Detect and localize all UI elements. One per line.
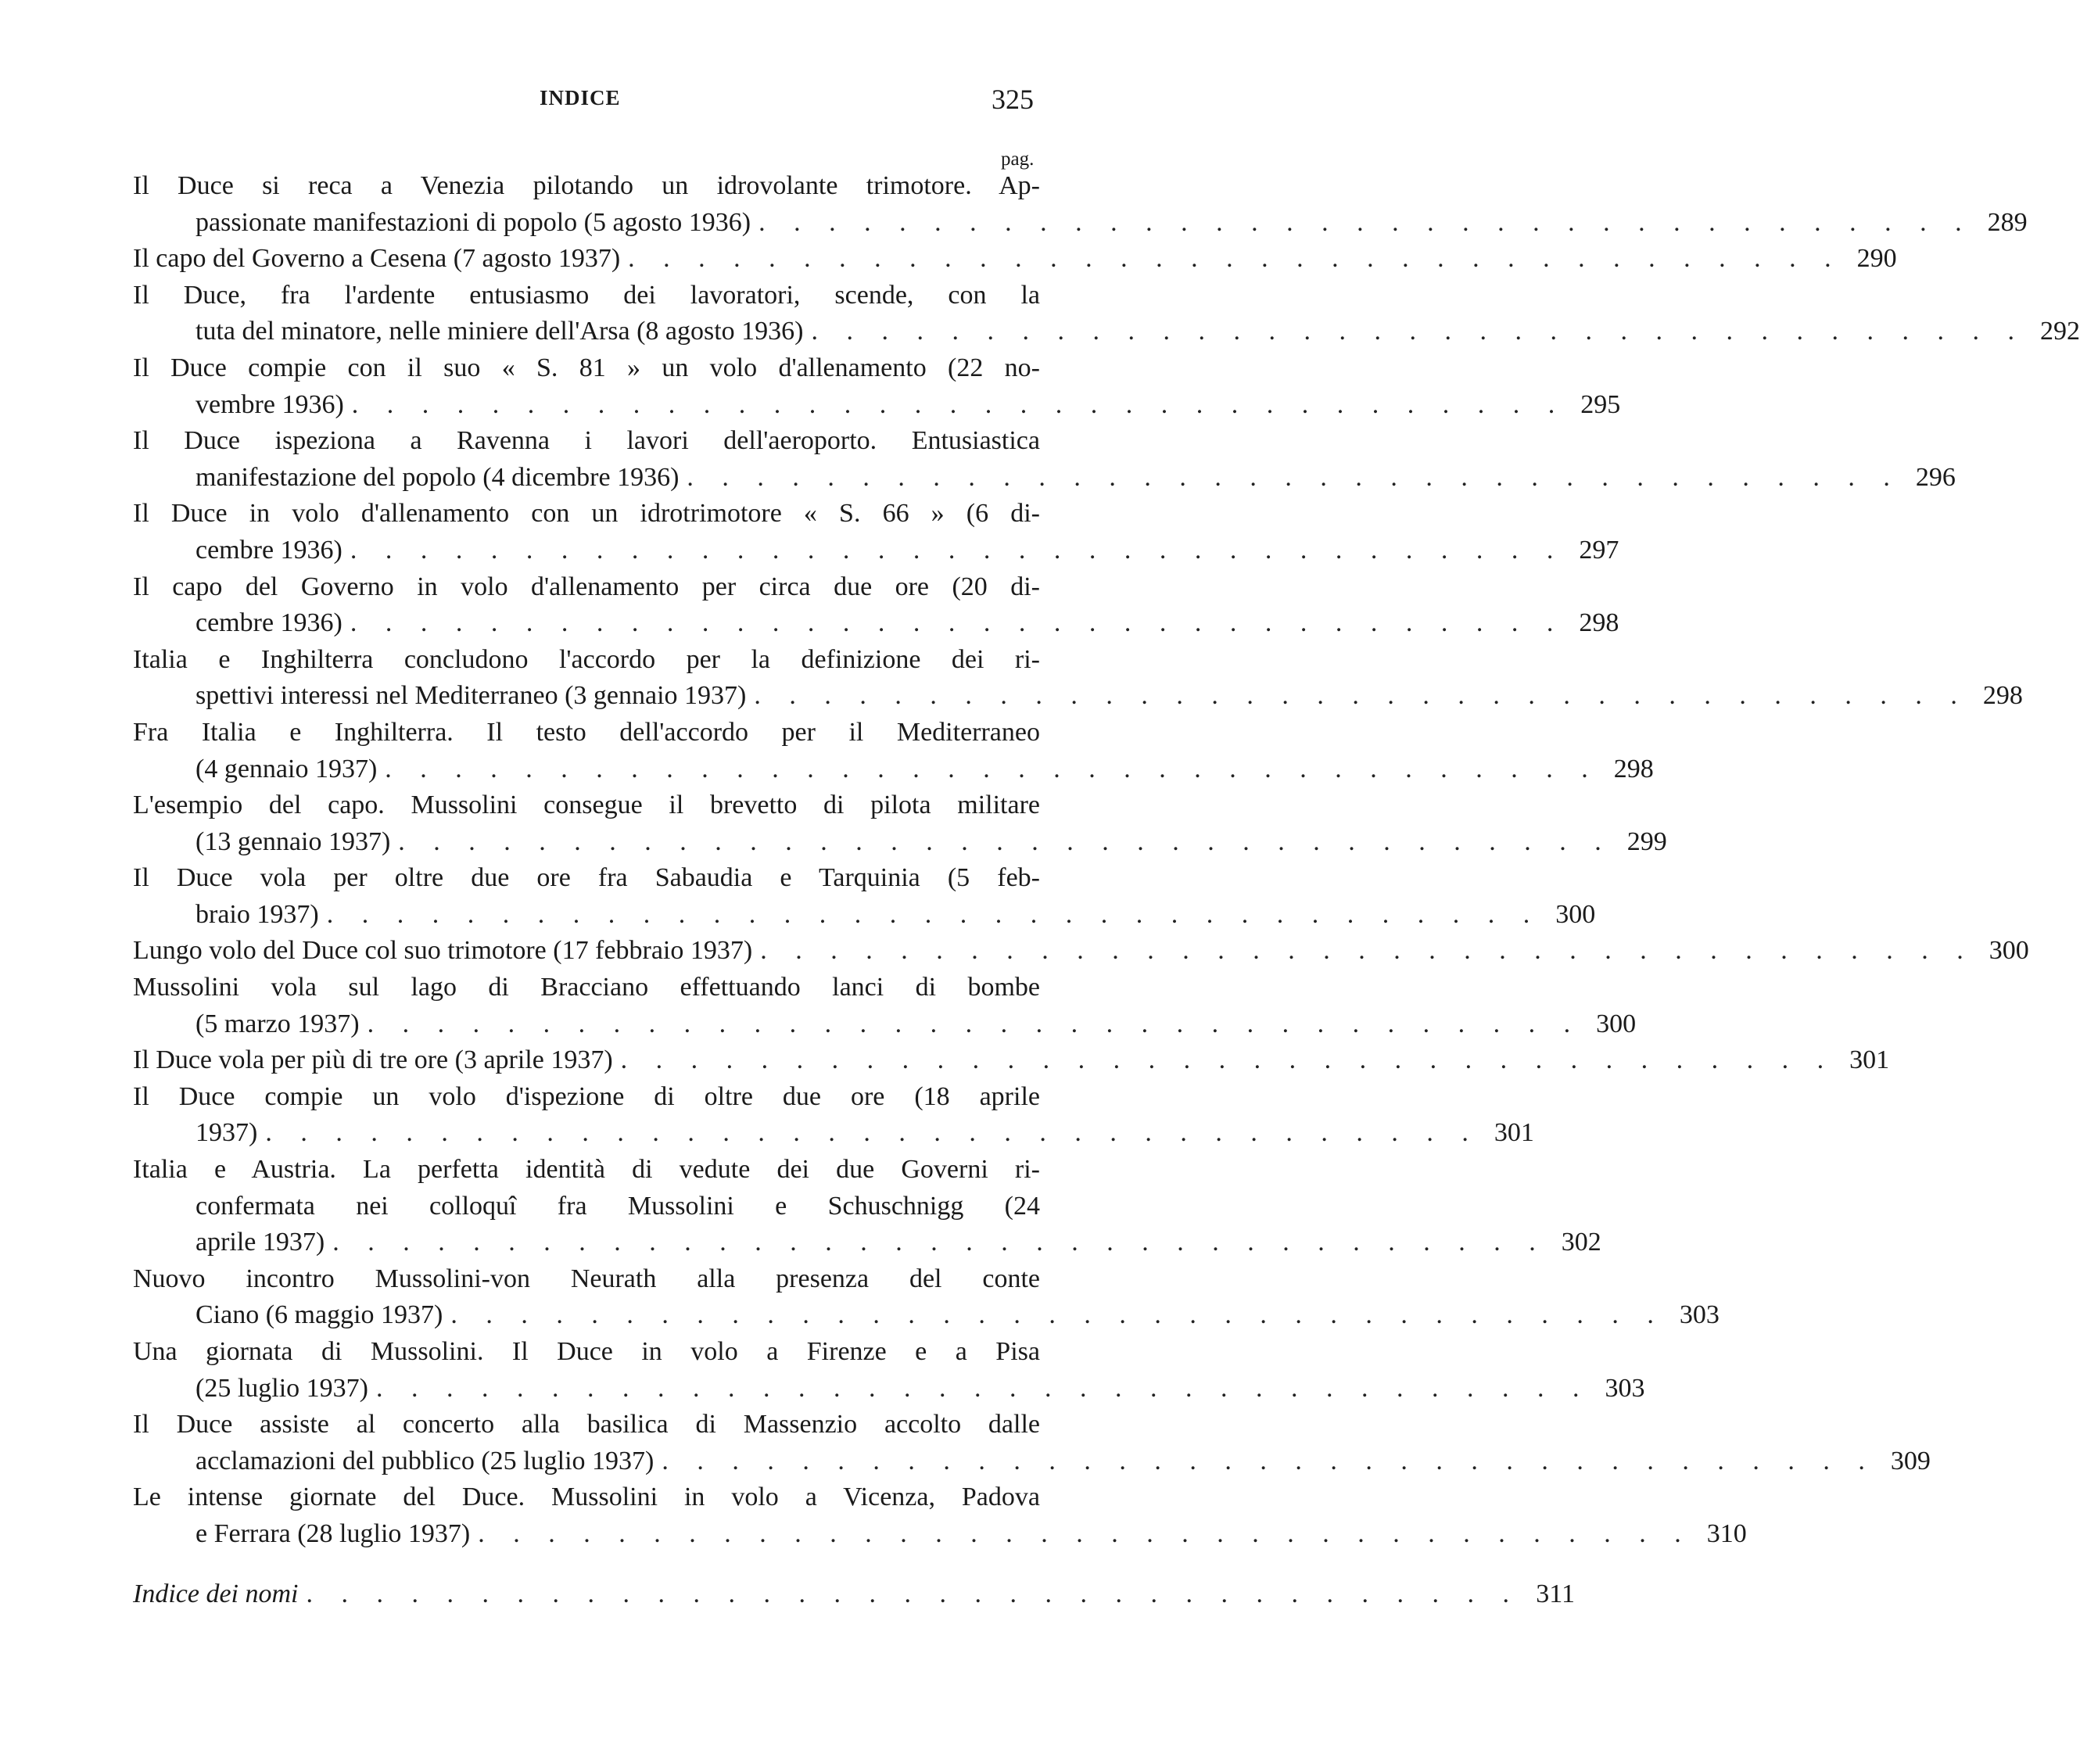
toc-entry-line <box>133 1152 1040 1189</box>
toc-entry-last-line <box>133 1576 1575 1613</box>
toc-entry-text: Italia e Inghilterra concludono l'accordo per la definizione dei ri- <box>133 644 1040 674</box>
dot-leader: . . . . . . . . . . . . . . . . . . . . . . . . . . . . . . . . . . . <box>760 936 1974 966</box>
toc-entry-text: Il Duce compie un volo d'ispezione di oltre due ore (18 aprile <box>133 1081 1040 1111</box>
toc-entry-text: passionate manifestazioni di popolo (5 agosto 1936) <box>195 207 751 237</box>
toc-entry <box>133 642 2023 715</box>
toc-entry-line <box>133 642 1040 679</box>
toc-entry-last-line <box>133 1443 1931 1480</box>
toc-entry-text: (13 gennaio 1937) <box>195 826 391 856</box>
dot-leader: . . . . . . . . . . . . . . . . . . . . . . . . . . . . . . . . . . . <box>351 389 1566 419</box>
toc-entry-text: Le intense giornate del Duce. Mussolini in volo a Vicenza, Padova <box>133 1483 1040 1512</box>
dot-leader: . . . . . . . . . . . . . . . . . . . . . . . . . . . . . . . . . . . <box>367 1009 1582 1038</box>
toc-entry-last-line <box>133 605 1619 642</box>
toc-entry-line <box>133 1189 1040 1225</box>
toc-entry-text: confermata nei colloquî fra Mussolini e Schuschnigg (24 <box>195 1191 1040 1221</box>
toc-entry-last-line <box>133 1371 1645 1407</box>
dot-leader: . . . . . . . . . . . . . . . . . . . . . . . . . . . . . . . . . . . <box>326 899 1541 929</box>
toc-entry-text: Il capo del Governo in volo d'allenamento per circa due ore (20 di- <box>133 572 1040 601</box>
toc-entry-line <box>133 278 1040 314</box>
toc-entry <box>133 1152 1601 1261</box>
toc-page-number: 292 <box>2040 317 2080 346</box>
toc-entry-text: manifestazione del popolo (4 dicembre 1936) <box>195 462 680 492</box>
toc-entry <box>133 423 1956 496</box>
toc-page-number: 295 <box>1580 389 1621 419</box>
names-index-entry <box>133 1576 1575 1613</box>
dot-leader: . . . . . . . . . . . . . . . . . . . . . . . . . . . . . . . . . . . <box>398 826 1612 856</box>
toc-page-number: 303 <box>1605 1373 1645 1403</box>
dot-leader: . . . . . . . . . . . . . . . . . . . . . . . . . . . . . . . . . . . <box>662 1446 1876 1475</box>
toc-entry-line <box>133 1079 1040 1116</box>
toc-page-number: 299 <box>1626 826 1667 856</box>
toc-entry-last-line <box>133 241 1897 278</box>
toc-entry-text: spettivi interessi nel Mediterraneo (3 gennaio 1937) <box>195 681 747 711</box>
toc-entry-text: braio 1937) <box>195 899 319 929</box>
toc-entry <box>133 1407 1931 1479</box>
toc-entry <box>133 350 1621 423</box>
toc-entry-text: Il Duce compie con il suo « S. 81 » un volo d'allenamento (22 no- <box>133 353 1040 382</box>
toc-entry <box>133 241 1897 278</box>
toc-page-number: 301 <box>1849 1045 1890 1075</box>
toc-entry-text: cembre 1936) <box>195 535 342 565</box>
toc-entry-text: 1937) <box>195 1118 258 1148</box>
toc-entry-last-line <box>133 387 1621 424</box>
toc-entry-line <box>133 496 1040 532</box>
toc-entry <box>133 569 1619 642</box>
toc-page-number: 298 <box>1579 608 1619 638</box>
toc-entry-last-line <box>133 1115 1534 1152</box>
toc-entry-line <box>133 1479 1040 1516</box>
toc-entry-text: Fra Italia e Inghilterra. Il testo dell'accordo per il Mediterraneo <box>133 717 1040 747</box>
toc-entry-last-line <box>133 205 2028 242</box>
toc-page-number: 303 <box>1679 1300 1720 1330</box>
toc-entry-text: Il Duce si reca a Venezia pilotando un idrovolante trimotore. Ap- <box>133 171 1040 200</box>
dot-leader: . . . . . . . . . . . . . . . . . . . . . . . . . . . . . . . . . . . <box>265 1118 1479 1148</box>
dot-leader: . . . . . . . . . . . . . . . . . . . . . . . . . . . . . . . . . . . <box>758 207 1973 237</box>
toc-entry-line <box>133 1261 1040 1298</box>
toc-page-number: 289 <box>1987 207 2028 237</box>
toc-entry <box>133 278 2080 350</box>
toc-entry-line <box>133 168 1040 205</box>
dot-leader: . . . . . . . . . . . . . . . . . . . . . . . . . . . . . . . . . . . <box>332 1228 1547 1257</box>
toc-entry-text: Una giornata di Mussolini. Il Duce in volo a Firenze e a Pisa <box>133 1337 1040 1366</box>
toc-page-number: 290 <box>1856 244 1897 274</box>
toc-entry <box>133 168 2028 241</box>
toc-page-number: 297 <box>1579 535 1619 565</box>
toc-entry-text: tuta del minatore, nelle miniere dell'Arsa (8 agosto 1936) <box>195 317 804 346</box>
toc-entry-line <box>133 860 1040 897</box>
toc-entry-last-line <box>133 897 1596 934</box>
toc-entry-last-line <box>133 1006 1637 1043</box>
toc-entry-line <box>133 350 1040 387</box>
toc-entry-last-line <box>133 1224 1601 1261</box>
running-head <box>0 86 1130 125</box>
toc-entry-line <box>133 787 1040 824</box>
dot-leader: . . . . . . . . . . . . . . . . . . . . . . . . . . . . . . . . . . . <box>375 1373 1590 1403</box>
toc-entry <box>133 1334 1645 1407</box>
toc-entry-last-line <box>133 824 1667 861</box>
toc-entry-text: Ciano (6 maggio 1937) <box>195 1300 443 1330</box>
dot-leader: . . . . . . . . . . . . . . . . . . . . . . . . . . . . . . . . . . . <box>450 1300 1665 1330</box>
toc-entry-text: Mussolini vola sul lago di Bracciano effettuando lanci di bombe <box>133 973 1040 1002</box>
toc-entry-text: Italia e Austria. La perfetta identità di vedute dei due Governi ri- <box>133 1155 1040 1185</box>
toc-entry-last-line <box>133 751 1654 788</box>
toc-entry-text: Il Duce assiste al concerto alla basilica di Massenzio accolto dalle <box>133 1410 1040 1440</box>
toc-page-number: 311 <box>1536 1579 1575 1608</box>
toc-entry <box>133 1261 1720 1334</box>
toc-page-number: 300 <box>1989 936 2029 966</box>
toc-entry-last-line <box>133 933 2029 970</box>
toc-entry-text: Il Duce vola per oltre due ore fra Sabaudia e Tarquinia (5 feb- <box>133 863 1040 893</box>
toc-page-number: 309 <box>1890 1446 1931 1475</box>
dot-leader: . . . . . . . . . . . . . . . . . . . . . . . . . . . . . . . . . . . <box>306 1579 1520 1608</box>
toc-entry <box>133 933 2029 970</box>
toc-entry-text: (25 luglio 1937) <box>195 1373 368 1403</box>
toc-entry <box>133 496 1619 568</box>
dot-leader: . . . . . . . . . . . . . . . . . . . . . . . . . . . . . . . . . . . <box>754 681 1968 711</box>
toc-entry-line <box>133 970 1040 1006</box>
toc-page-number: 298 <box>1613 754 1654 783</box>
toc-entry <box>133 860 1596 933</box>
table-of-contents <box>133 168 2080 1612</box>
running-title: INDICE <box>540 86 621 109</box>
toc-entry-last-line <box>133 314 2080 350</box>
toc-entry <box>133 1042 1890 1079</box>
toc-entry-line <box>133 1334 1040 1371</box>
dot-leader: . . . . . . . . . . . . . . . . . . . . . . . . . . . . . . . . . . . <box>350 535 1565 565</box>
dot-leader: . . . . . . . . . . . . . . . . . . . . . . . . . . . . . . . . . . . <box>385 754 1599 783</box>
toc-entry <box>133 1479 1747 1552</box>
toc-entry-text: Il capo del Governo a Cesena (7 agosto 1937) <box>133 244 621 274</box>
toc-entry-text: cembre 1936) <box>195 608 342 638</box>
dot-leader: . . . . . . . . . . . . . . . . . . . . . . . . . . . . . . . . . . . <box>350 608 1565 638</box>
toc-entry-line <box>133 1407 1040 1443</box>
names-index-label: Indice dei nomi <box>133 1579 299 1608</box>
toc-entry-line <box>133 423 1040 460</box>
toc-entry-last-line <box>133 460 1956 497</box>
toc-entry <box>133 970 1637 1042</box>
toc-entry-last-line <box>133 1042 1890 1079</box>
toc-entry-text: vembre 1936) <box>195 389 344 419</box>
toc-page-number: 300 <box>1555 899 1596 929</box>
toc-entry-text: L'esempio del capo. Mussolini consegue il brevetto di pilota militare <box>133 791 1040 820</box>
toc-page-number: 298 <box>1982 681 2023 711</box>
toc-entry <box>133 1079 1534 1152</box>
toc-entry-last-line <box>133 1297 1720 1334</box>
toc-entry-text: Il Duce ispeziona a Ravenna i lavori dell'aeroporto. Entusiastica <box>133 426 1040 456</box>
dot-leader: . . . . . . . . . . . . . . . . . . . . . . . . . . . . . . . . . . . <box>687 462 1901 492</box>
toc-entry-text: Il Duce vola per più di tre ore (3 aprile 1937) <box>133 1045 613 1075</box>
toc-entry-text: Nuovo incontro Mussolini-von Neurath alla presenza del conte <box>133 1264 1040 1293</box>
toc-page-number: 301 <box>1494 1118 1534 1148</box>
toc-page-number: 300 <box>1596 1009 1637 1038</box>
toc-entry <box>133 787 1667 860</box>
toc-entry-text: (4 gennaio 1937) <box>195 754 378 783</box>
toc-entry-text: acclamazioni del pubblico (25 luglio 1937) <box>195 1446 654 1475</box>
toc-entry-text: Lungo volo del Duce col suo trimotore (17 febbraio 1937) <box>133 936 753 966</box>
toc-entry-line <box>133 715 1040 751</box>
toc-entry-text: Il Duce in volo d'allenamento con un idrotrimotore « S. 66 » (6 di- <box>133 499 1040 529</box>
toc-entry-line <box>133 569 1040 606</box>
toc-entry <box>133 715 1654 787</box>
toc-page-number: 296 <box>1915 462 1956 492</box>
toc-page-number: 302 <box>1561 1228 1601 1257</box>
toc-entry-text: aprile 1937) <box>195 1228 325 1257</box>
toc-entry-last-line <box>133 1516 1747 1553</box>
toc-entry-text: e Ferrara (28 luglio 1937) <box>195 1518 471 1548</box>
dot-leader: . . . . . . . . . . . . . . . . . . . . . . . . . . . . . . . . . . . <box>620 1045 1835 1075</box>
pag-column-label: pag. <box>1001 149 1035 170</box>
dot-leader: . . . . . . . . . . . . . . . . . . . . . . . . . . . . . . . . . . . <box>628 244 1842 274</box>
dot-leader: . . . . . . . . . . . . . . . . . . . . . . . . . . . . . . . . . . . <box>811 317 2026 346</box>
toc-entry-text: (5 marzo 1937) <box>195 1009 360 1038</box>
toc-entry-text: Il Duce, fra l'ardente entusiasmo dei lavoratori, scende, con la <box>133 280 1040 310</box>
page-number: 325 <box>992 84 1034 115</box>
toc-entry-last-line <box>133 532 1619 569</box>
toc-page-number: 310 <box>1706 1518 1747 1548</box>
dot-leader: . . . . . . . . . . . . . . . . . . . . . . . . . . . . . . . . . . . <box>478 1518 1692 1548</box>
toc-entry-last-line <box>133 678 2023 715</box>
